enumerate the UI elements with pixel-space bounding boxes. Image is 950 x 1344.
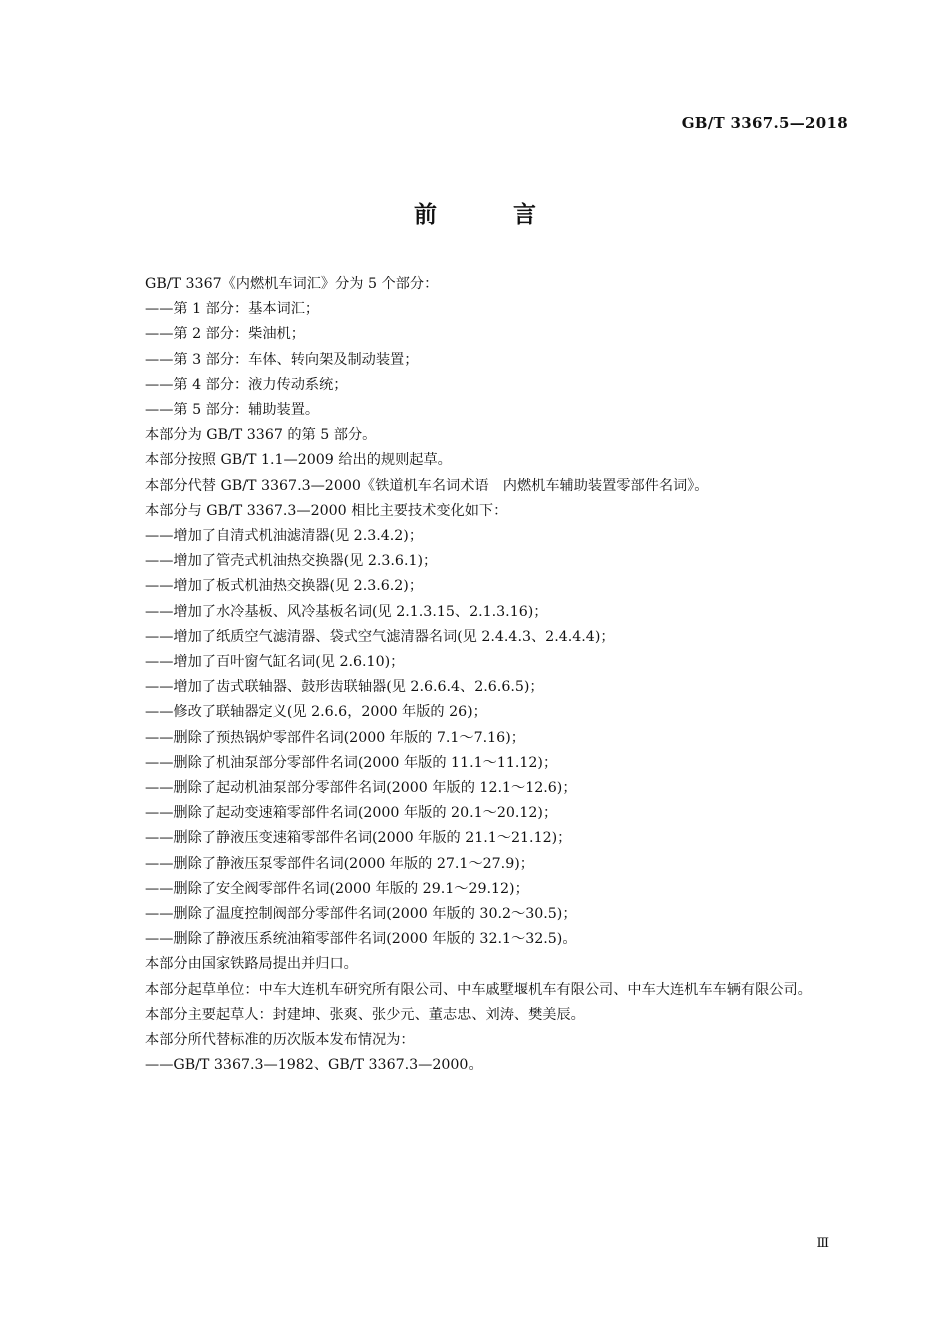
list-item: ——修改了联轴器定义(见 2.6.6，2000 年版的 26)；	[145, 704, 487, 721]
list-item: ——删除了温度控制阀部分零部件名词(2000 年版的 30.2～30.5)；	[145, 906, 577, 923]
list-item: ——第 2 部分：柴油机；	[145, 326, 305, 343]
paragraph: 本部分代替 GB/T 3367.3—2000《铁道机车名词术语 内燃机车辅助装置零部件名词》。	[145, 477, 709, 494]
page-title: 前 言	[413, 201, 570, 228]
list-item: ——删除了静液压泵零部件名词(2000 年版的 27.1～27.9)；	[145, 855, 534, 872]
list-item: ——删除了预热锅炉零部件名词(2000 年版的 7.1～7.16)；	[145, 729, 525, 746]
list-item: ——第 3 部分：车体、转向架及制动装置；	[145, 351, 419, 368]
list-item: ——增加了自清式机油滤清器(见 2.3.4.2)；	[145, 528, 424, 545]
paragraph: 本部分所代替标准的历次版本发布情况为：	[145, 1032, 415, 1049]
list-item: ——GB/T 3367.3—1982、GB/T 3367.3—2000。	[145, 1057, 483, 1074]
list-item: ——删除了静液压系统油箱零部件名词(2000 年版的 32.1～32.5)。	[145, 931, 577, 948]
list-item: ——增加了水冷基板、风冷基板名词(见 2.1.3.15、2.1.3.16)；	[145, 603, 548, 620]
paragraph: 本部分按照 GB/T 1.1—2009 给出的规则起草。	[145, 452, 452, 469]
list-item: ——删除了起动机油泵部分零部件名词(2000 年版的 12.1～12.6)；	[145, 780, 577, 797]
paragraph: GB/T 3367《内燃机车词汇》分为 5 个部分：	[145, 276, 439, 292]
foreword-body	[113, 272, 851, 1079]
paragraph: 本部分与 GB/T 3367.3—2000 相比主要技术变化如下：	[145, 502, 508, 519]
list-item: ——增加了齿式联轴器、鼓形齿联轴器(见 2.6.6.4、2.6.6.5)；	[145, 679, 544, 696]
standard-code: GB/T 3367.5—2018	[681, 114, 848, 132]
list-item: ——删除了安全阀零部件名词(2000 年版的 29.1～29.12)；	[145, 880, 529, 897]
list-item: ——删除了起动变速箱零部件名词(2000 年版的 20.1～20.12)；	[145, 805, 558, 822]
list-item: ——增加了板式机油热交换器(见 2.3.6.2)；	[145, 578, 424, 595]
list-item: ——删除了机油泵部分零部件名词(2000 年版的 11.1～11.12)；	[145, 754, 558, 771]
list-item: ——删除了静液压变速箱零部件名词(2000 年版的 21.1～21.12)；	[145, 830, 572, 847]
paragraph: 本部分由国家铁路局提出并归口。	[145, 956, 358, 973]
page-number: Ⅲ	[816, 1236, 829, 1251]
list-item: ——增加了百叶窗气缸名词(见 2.6.10)；	[145, 654, 405, 671]
list-item: ——第 5 部分：辅助装置。	[145, 402, 320, 419]
paragraph: 本部分为 GB/T 3367 的第 5 部分。	[145, 427, 377, 444]
list-item: ——第 4 部分：液力传动系统；	[145, 376, 348, 393]
paragraph: 本部分起草单位：中车大连机车研究所有限公司、中车戚墅堰机车有限公司、中车大连机车车辆有限公司。	[145, 981, 812, 998]
list-item: ——增加了管壳式机油热交换器(见 2.3.6.1)；	[145, 553, 438, 570]
list-item: ——增加了纸质空气滤清器、袋式空气滤清器名词(见 2.4.4.3、2.4.4.4)；	[145, 628, 615, 645]
paragraph: 本部分主要起草人：封建坤、张爽、张少元、董志忠、刘涛、樊美辰。	[145, 1006, 585, 1023]
list-item: ——第 1 部分：基本词汇；	[145, 301, 320, 318]
